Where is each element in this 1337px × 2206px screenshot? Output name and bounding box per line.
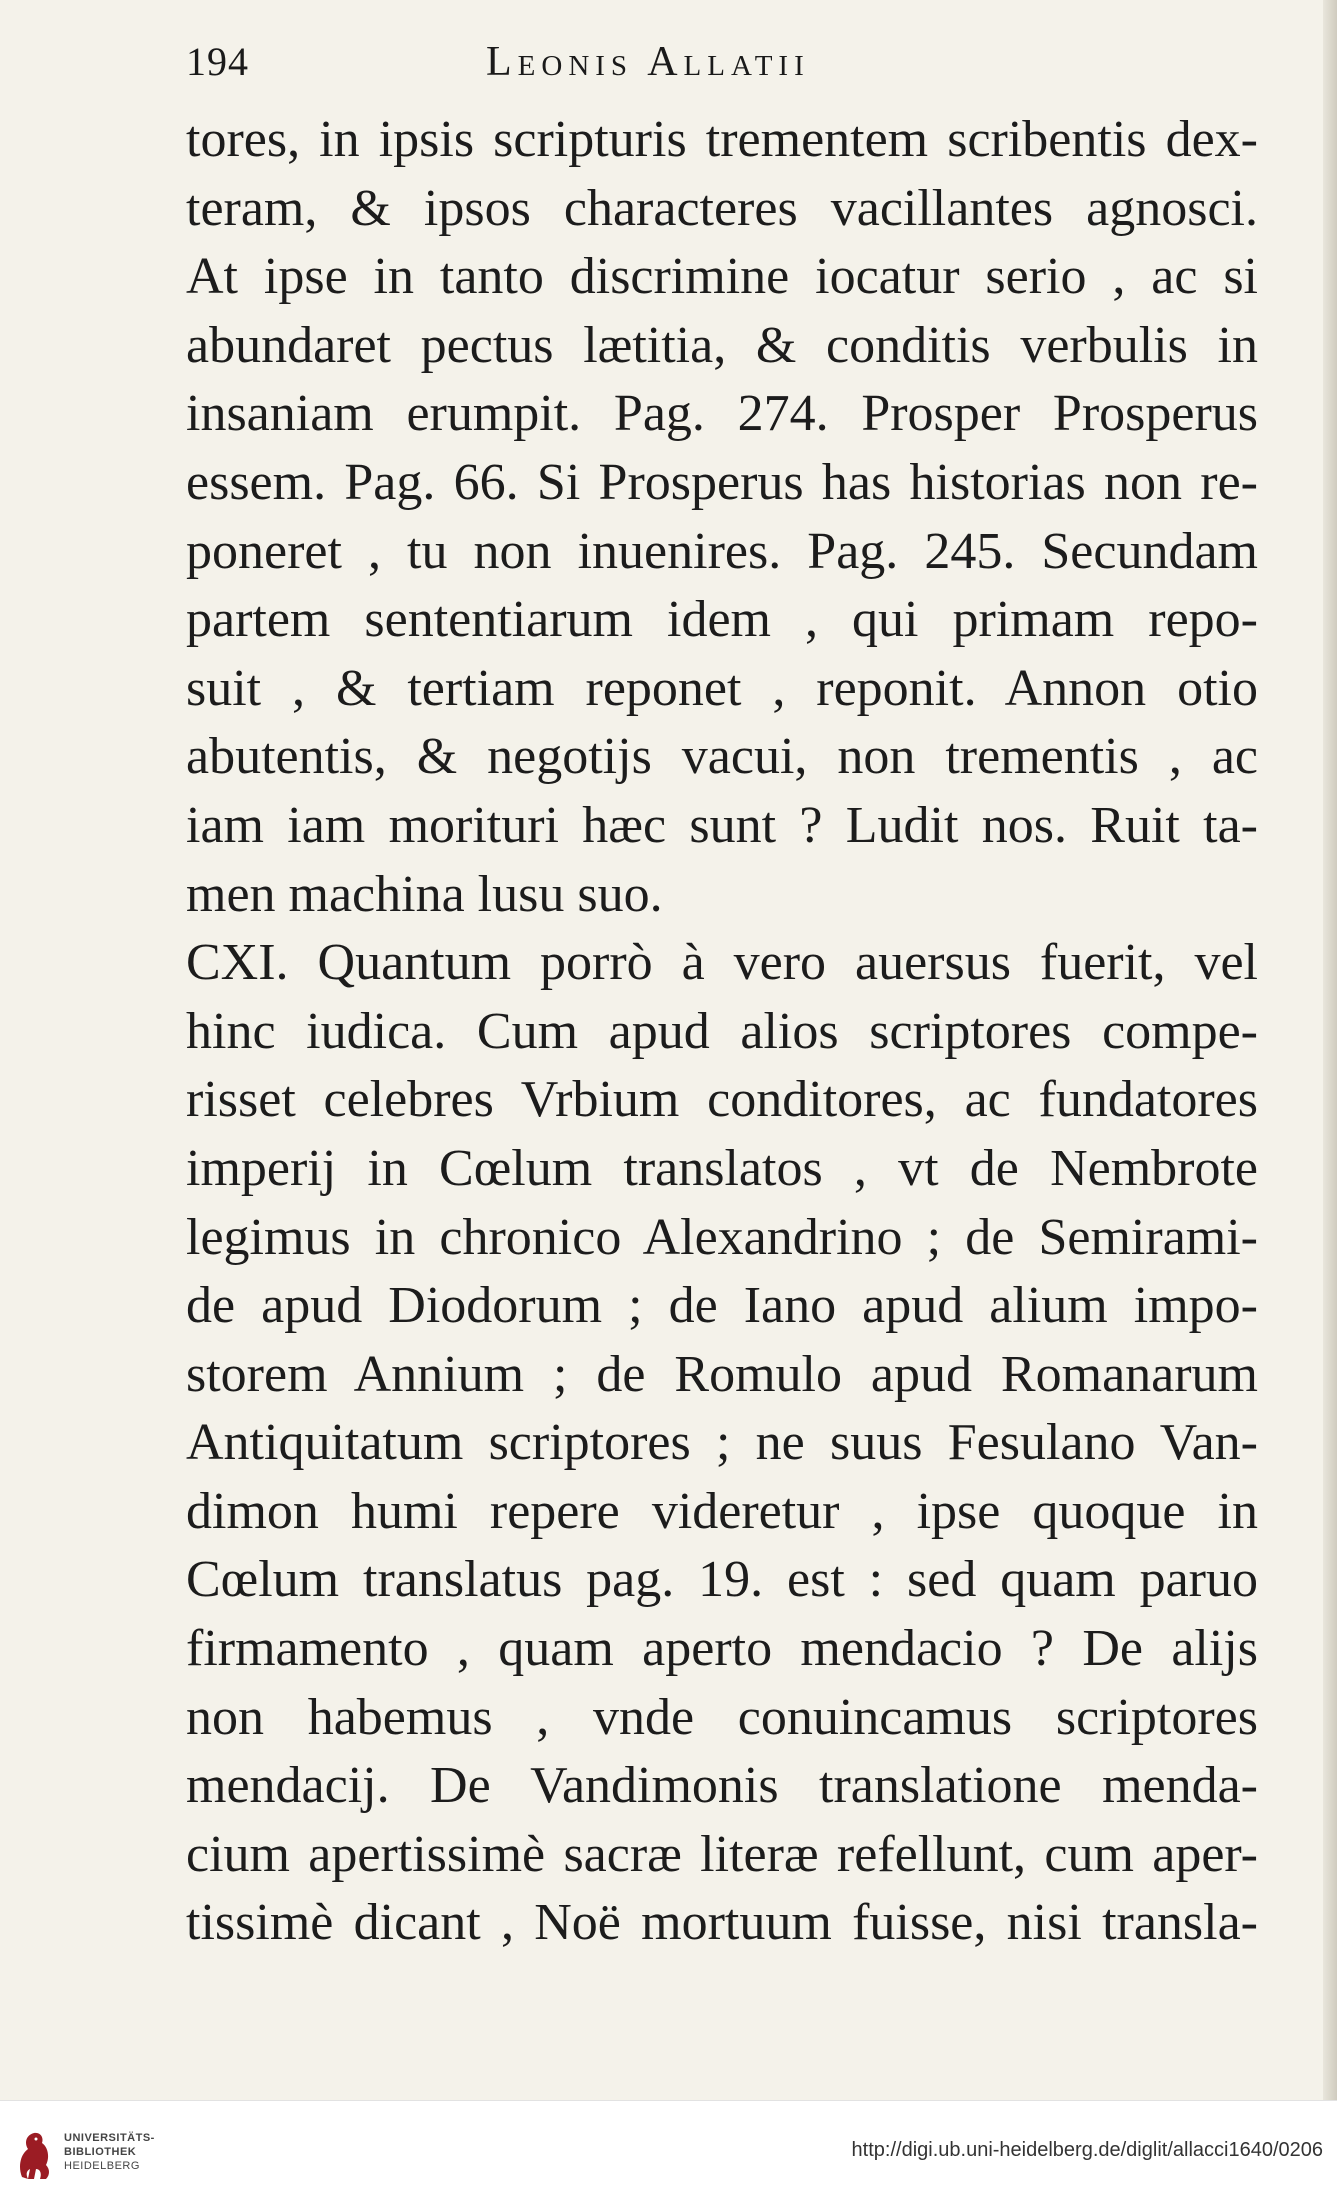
text-line: abundaret pectus lætitia, & conditis verbulis in [186, 316, 1258, 374]
heidelberg-lion-icon [14, 2127, 54, 2183]
text-line: de apud Diodorum ; de Iano apud alium impo- [186, 1277, 1258, 1335]
text-line: men machina lusu suo. [186, 865, 663, 923]
logo-line: UNIVERSITÄTS- [64, 2132, 155, 2144]
text-line: essem. Pag. 66. Si Prosperus has historias non re- [186, 453, 1258, 511]
text-line: firmamento , quam aperto mendacio ? De alijs [186, 1620, 1258, 1678]
page-number: 194 [186, 39, 249, 84]
running-head [186, 38, 1256, 98]
viewer-footer [0, 2100, 1337, 2206]
text-line: At ipse in tanto discrimine iocatur serio , ac si [186, 248, 1258, 306]
library-name [64, 2131, 155, 2173]
page-edge [1323, 0, 1337, 2100]
text-line: partem sententiarum idem , qui primam repo- [186, 591, 1258, 649]
library-logo[interactable] [14, 2123, 174, 2187]
text-line: imperij in Cœlum translatos , vt de Nembrote [186, 1139, 1258, 1197]
text-line: tores, in ipsis scripturis trementem scribentis dex- [186, 111, 1258, 168]
text-line: mendacij. De Vandimonis translatione menda- [186, 1757, 1258, 1815]
text-line: Cœlum translatus pag. 19. est : sed quam paruo [186, 1551, 1258, 1609]
permalink-url[interactable]: http://digi.ub.uni-heidelberg.de/diglit/allacci1640/0206 [851, 2139, 1323, 2161]
text-line: risset celebres Vrbium conditores, ac fundatores [186, 1071, 1258, 1129]
text-line: iam iam morituri hæc sunt ? Ludit nos. Ruit ta- [186, 796, 1258, 854]
text-line: hinc iudica. Cum apud alios scriptores compe- [186, 1002, 1258, 1060]
text-line: suit , & tertiam reponet , reponit. Annon otio [186, 659, 1258, 717]
text-line: storem Annium ; de Romulo apud Romanarum [186, 1345, 1258, 1403]
logo-line: HEIDELBERG [64, 2160, 140, 2172]
text-line: Antiquitatum scriptores ; ne suus Fesulano Van- [186, 1414, 1258, 1472]
text-line: abutentis, & negotijs vacui, non trementis , ac [186, 728, 1258, 786]
text-line: dimon humi repere videretur , ipse quoque in [186, 1482, 1258, 1540]
body-text [186, 106, 1258, 1958]
text-line: insaniam erumpit. Pag. 274. Prosper Prosperus [186, 385, 1258, 443]
text-line: poneret , tu non inuenires. Pag. 245. Secundam [186, 522, 1258, 580]
text-line: tissimè dicant , Noë mortuum fuisse, nisi transla- [186, 1894, 1258, 1952]
text-line: legimus in chronico Alexandrino ; de Semirami- [186, 1208, 1258, 1266]
logo-line: BIBLIOTHEK [64, 2146, 137, 2158]
text-line: cium apertissimè sacræ literæ refellunt, cum aper- [186, 1825, 1258, 1883]
text-line: non habemus , vnde conuincamus scriptores [186, 1688, 1258, 1746]
text-line: teram, & ipsos characteres vacillantes agnosci. [186, 179, 1258, 237]
text-line: CXI. Quantum porrò à vero auersus fuerit, vel [186, 934, 1258, 992]
running-title: Leonis Allatii [486, 39, 810, 85]
